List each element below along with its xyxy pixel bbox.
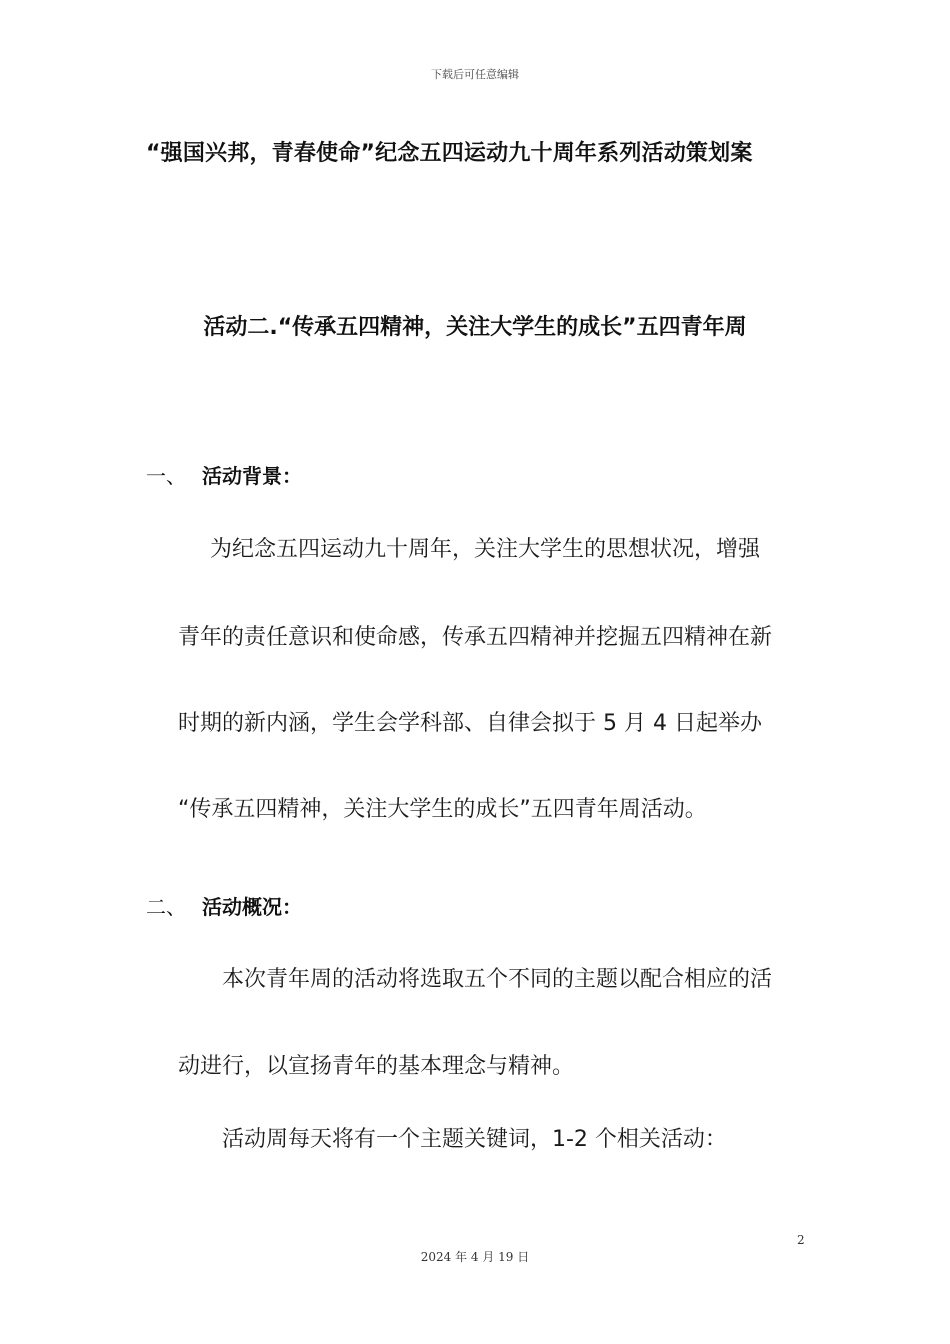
activity-subtitle: 活动二.“传承五四精神，关注大学生的成长”五四青年周 xyxy=(203,315,747,340)
section-number: 一、 xyxy=(146,464,186,488)
section-heading: 活动概况： xyxy=(202,895,302,919)
header-note: 下载后可任意编辑 xyxy=(431,68,519,81)
section-number: 二、 xyxy=(146,895,186,919)
paragraph-line: 青年的责任意识和使命感，传承五四精神并挖掘五四精神在新 xyxy=(178,625,773,650)
paragraph-line: “传承五四精神，关注大学生的成长”五四青年周活动。 xyxy=(178,797,707,822)
paragraph-line: 活动周每天将有一个主题关键词，1-2 个相关活动： xyxy=(222,1127,727,1152)
page-number: 2 xyxy=(797,1233,805,1247)
paragraph-line: 时期的新内涵，学生会学科部、自律会拟于 5 月 4 日起举办 xyxy=(178,711,762,736)
document-title: “强国兴邦，青春使命”纪念五四运动九十周年系列活动策划案 xyxy=(146,141,753,166)
paragraph-line: 本次青年周的活动将选取五个不同的主题以配合相应的活 xyxy=(222,967,773,992)
footer-date: 2024 年 4 月 19 日 xyxy=(420,1250,530,1264)
paragraph-line: 为纪念五四运动九十周年，关注大学生的思想状况，增强 xyxy=(210,537,761,562)
paragraph-line: 动进行，以宣扬青年的基本理念与精神。 xyxy=(178,1054,575,1079)
section-heading: 活动背景： xyxy=(202,464,302,488)
